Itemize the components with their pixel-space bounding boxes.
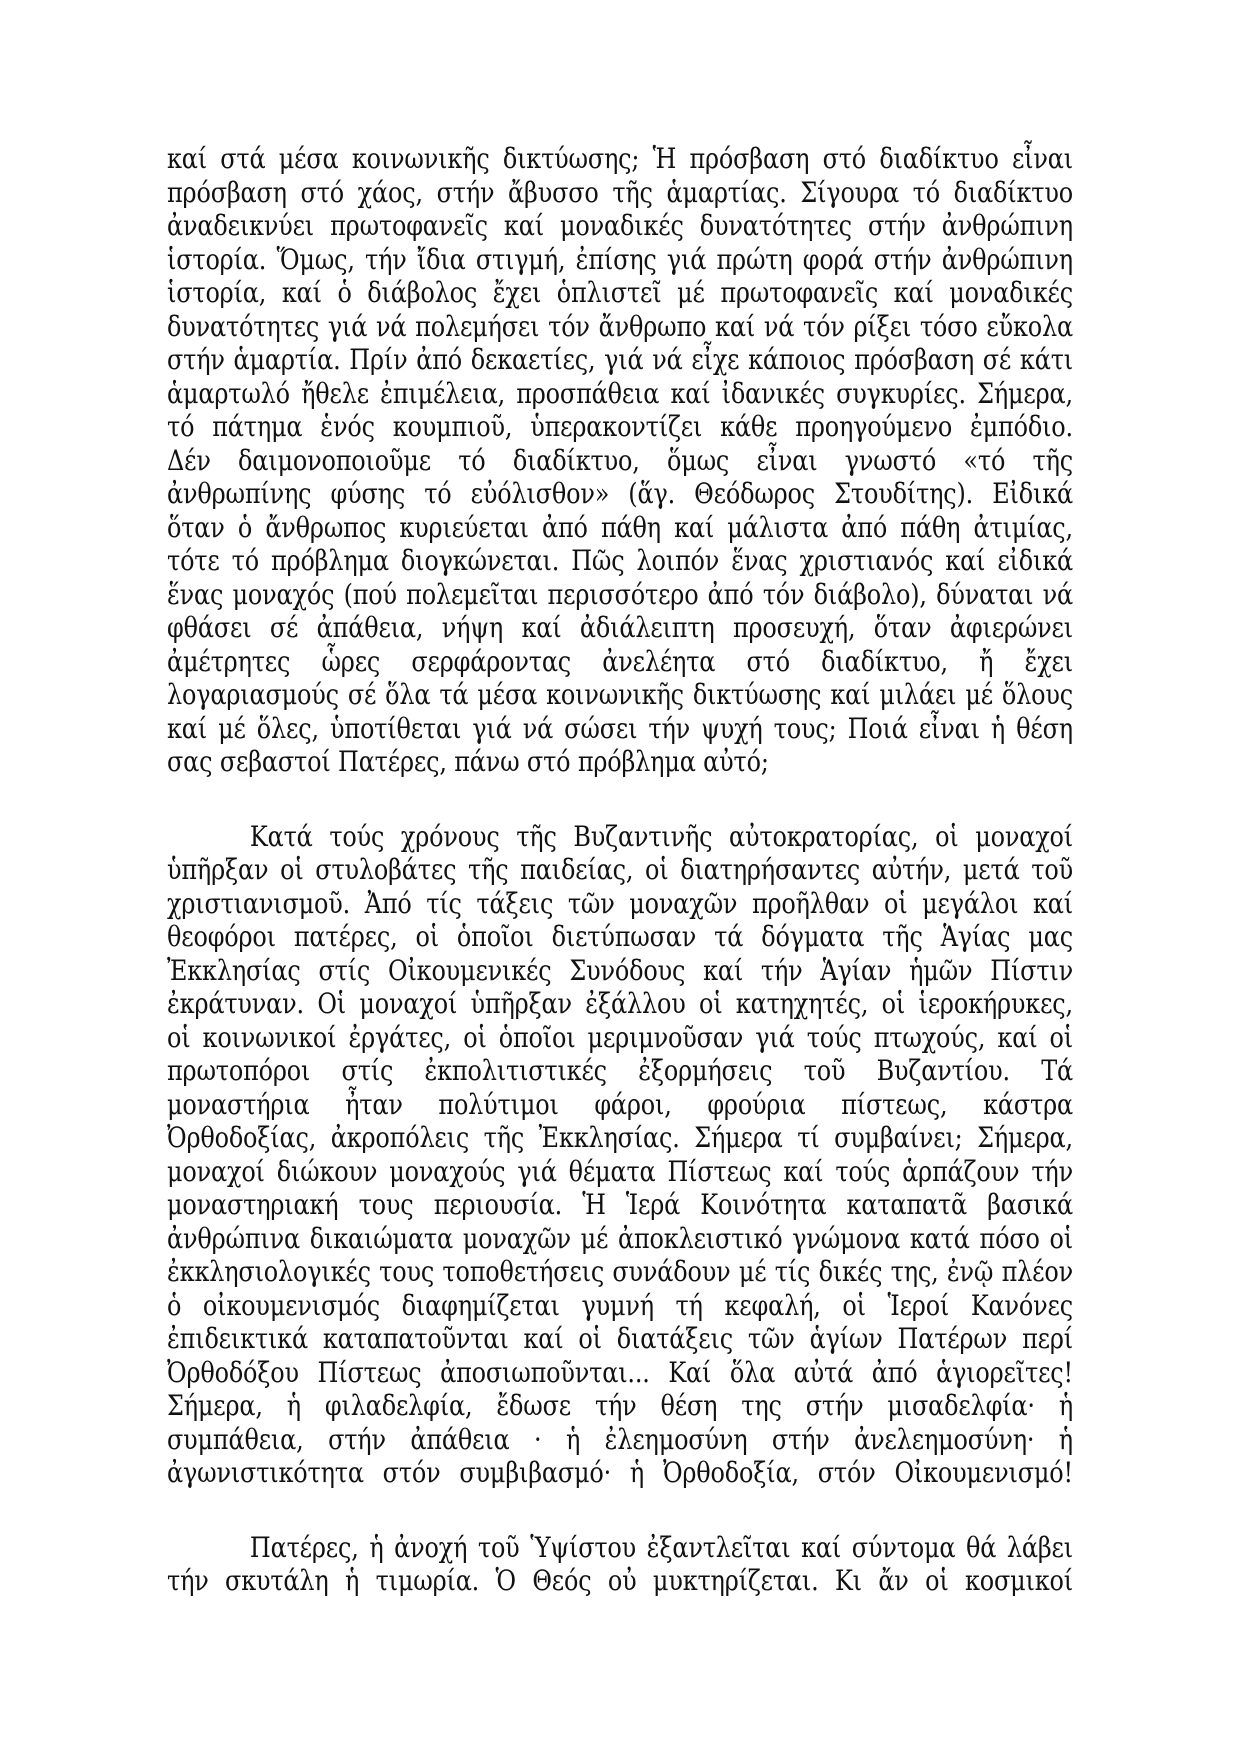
text-line: ἀνθρώπινα δικαιώματα μοναχῶν μέ ἀποκλειστικό γνώμονα κατά πόσο οἱ bbox=[167, 1221, 1073, 1255]
text-line: ἐκράτυναν. Οἱ μοναχοί ὑπῆρξαν ἐξάλλου οἱ κατηχητές, οἱ ἱεροκήρυκες, bbox=[167, 987, 1073, 1020]
text-line: Σήμερα, ἡ φιλαδελφία, ἔδωσε τήν θέση της στήν μισαδελφία· ἡ bbox=[167, 1389, 1073, 1422]
text-line: καί στά μέσα κοινωνικῆς δικτύωσης; Ἡ πρόσβαση στό διαδίκτυο εἶναι bbox=[167, 142, 1073, 175]
text-line: Κατά τούς χρόνους τῆς Βυζαντινῆς αὐτοκρατορίας, οἱ μοναχοί bbox=[249, 819, 1073, 853]
text-line: τότε τό πρόβλημα διογκώνεται. Πῶς λοιπόν ἕνας χριστιανός καί εἰδικά bbox=[167, 544, 1073, 577]
text-line: χριστιανισμοῦ. Ἀπό τίς τάξεις τῶν μοναχῶν προῆλθαν οἱ μεγάλοι καί bbox=[167, 886, 1073, 920]
text-line: στήν ἁμαρτία. Πρίν ἀπό δεκαετίες, γιά νά εἶχε κάποιος πρόσβαση σέ κάτι bbox=[167, 343, 1073, 376]
text-block bbox=[167, 142, 1073, 1598]
text-line: πρόσβαση στό χάος, στήν ἄβυσσο τῆς ἁμαρτίας. Σίγουρα τό διαδίκτυο bbox=[167, 175, 1073, 209]
text-line: Πατέρες, ἡ ἀνοχή τοῦ Ὑψίστου ἐξαντλεῖται καί σύντομα θά λάβει bbox=[249, 1530, 1073, 1564]
text-line: Δέν δαιμονοποιοῦμε τό διαδίκτυο, ὅμως εἶναι γνωστό «τό τῆς bbox=[167, 443, 1073, 477]
text-line: τήν σκυτάλη ἡ τιμωρία. Ὁ Θεός οὐ μυκτηρίζεται. Κι ἄν οἱ κοσμικοί bbox=[167, 1564, 1073, 1597]
text-line: μοναστήρια ἦταν πολύτιμοι φάροι, φρούρια πίστεως, κάστρα bbox=[167, 1087, 1073, 1121]
text-line: ἀγωνιστικότητα στόν συμβιβασμό· ἡ Ὀρθοδοξία, στόν Οἰκουμενισμό! bbox=[167, 1456, 1073, 1489]
text-line: ἱστορία, καί ὁ διάβολος ἔχει ὁπλιστεῖ μέ πρωτοφανεῖς καί μοναδικές bbox=[167, 276, 1073, 309]
text-line: Ἐκκλησίας στίς Οἰκουμενικές Συνόδους καί τήν Ἁγίαν ἡμῶν Πίστιν bbox=[167, 953, 1073, 987]
paragraph bbox=[167, 1531, 1073, 1598]
text-line: μοναχοί διώκουν μοναχούς γιά θέματα Πίστεως καί τούς ἁρπάζουν τήν bbox=[167, 1154, 1073, 1188]
text-line: ἱστορία. Ὅμως, τήν ἴδια στιγμή, ἐπίσης γιά πρώτη φορά στήν ἀνθρώπινη bbox=[167, 242, 1073, 276]
text-line: Ὀρθοδοξίας, ἀκροπόλεις τῆς Ἐκκλησίας. Σήμερα τί συμβαίνει; Σήμερα, bbox=[167, 1121, 1073, 1154]
text-line: ἀνθρωπίνης φύσης τό εὐόλισθον» (ἅγ. Θεόδωρος Στουδίτης). Εἰδικά bbox=[167, 477, 1073, 510]
text-line: οἱ κοινωνικοί ἐργάτες, οἱ ὁποῖοι μεριμνοῦσαν γιά τούς πτωχούς, καί οἱ bbox=[167, 1020, 1073, 1054]
text-line: ἀναδεικνύει πρωτοφανεῖς καί μοναδικές δυνατότητες στήν ἀνθρώπινη bbox=[167, 209, 1073, 242]
text-line: μοναστηριακή τους περιουσία. Ἡ Ἱερά Κοινότητα καταπατᾶ βασικά bbox=[167, 1188, 1073, 1221]
text-line: σας σεβαστοί Πατέρες, πάνω στό πρόβλημα αὐτό; bbox=[167, 745, 769, 778]
paragraph bbox=[167, 142, 1073, 779]
text-line: ἐκκλησιολογικές τους τοποθετήσεις συνάδουν μέ τίς δικές της, ἐνῷ πλέον bbox=[167, 1255, 1073, 1288]
text-line: ἐπιδεικτικά καταπατοῦνται καί οἱ διατάξεις τῶν ἁγίων Πατέρων περί bbox=[167, 1322, 1073, 1355]
text-line: ἀμέτρητες ὧρες σερφάροντας ἀνελέητα στό διαδίκτυο, ἤ ἔχει bbox=[167, 644, 1073, 678]
text-line: θεοφόροι πατέρες, οἱ ὁποῖοι διετύπωσαν τά δόγματα τῆς Ἁγίας μας bbox=[167, 920, 1073, 953]
text-line: καί μέ ὅλες, ὑποτίθεται γιά νά σώσει τήν ψυχή τους; Ποιά εἶναι ἡ θέση bbox=[167, 711, 1073, 745]
text-line: Ὀρθοδόξου Πίστεως ἀποσιωποῦνται... Καί ὅλα αὐτά ἀπό ἁγιορεῖτες! bbox=[167, 1355, 1073, 1389]
text-line: λογαριασμούς σέ ὅλα τά μέσα κοινωνικῆς δικτύωσης καί μιλάει μέ ὅλους bbox=[167, 678, 1073, 711]
text-line: ὅταν ὁ ἄνθρωπος κυριεύεται ἀπό πάθη καί μάλιστα ἀπό πάθη ἀτιμίας, bbox=[167, 510, 1073, 544]
text-line: ἁμαρτωλό ἤθελε ἐπιμέλεια, προσπάθεια καί ἰδανικές συγκυρίες. Σήμερα, bbox=[167, 376, 1073, 410]
text-line: πρωτοπόροι στίς ἐκπολιτιστικές ἐξορμήσεις τοῦ Βυζαντίου. Τά bbox=[167, 1054, 1073, 1087]
text-line: ἕνας μοναχός (πού πολεμεῖται περισσότερο ἀπό τόν διάβολο), δύναται νά bbox=[167, 577, 1073, 611]
text-line: συμπάθεια, στήν ἀπάθεια · ἡ ἐλεημοσύνη στήν ἀνελεημοσύνη· ἡ bbox=[167, 1422, 1073, 1456]
paragraph bbox=[167, 820, 1073, 1490]
text-line: ὑπῆρξαν οἱ στυλοβάτες τῆς παιδείας, οἱ διατηρήσαντες αὐτήν, μετά τοῦ bbox=[167, 853, 1073, 886]
text-line: ὁ οἰκουμενισμός διαφημίζεται γυμνή τή κεφαλή, οἱ Ἱεροί Κανόνες bbox=[167, 1288, 1073, 1322]
text-line: φθάσει σέ ἀπάθεια, νήψη καί ἀδιάλειπτη προσευχή, ὅταν ἀφιερώνει bbox=[167, 611, 1073, 644]
text-line: δυνατότητες γιά νά πολεμήσει τόν ἄνθρωπο καί νά τόν ρίξει τόσο εὔκολα bbox=[167, 309, 1073, 343]
text-line: τό πάτημα ἑνός κουμπιοῦ, ὑπερακοντίζει κάθε προηγούμενο ἐμπόδιο. bbox=[167, 410, 1073, 443]
